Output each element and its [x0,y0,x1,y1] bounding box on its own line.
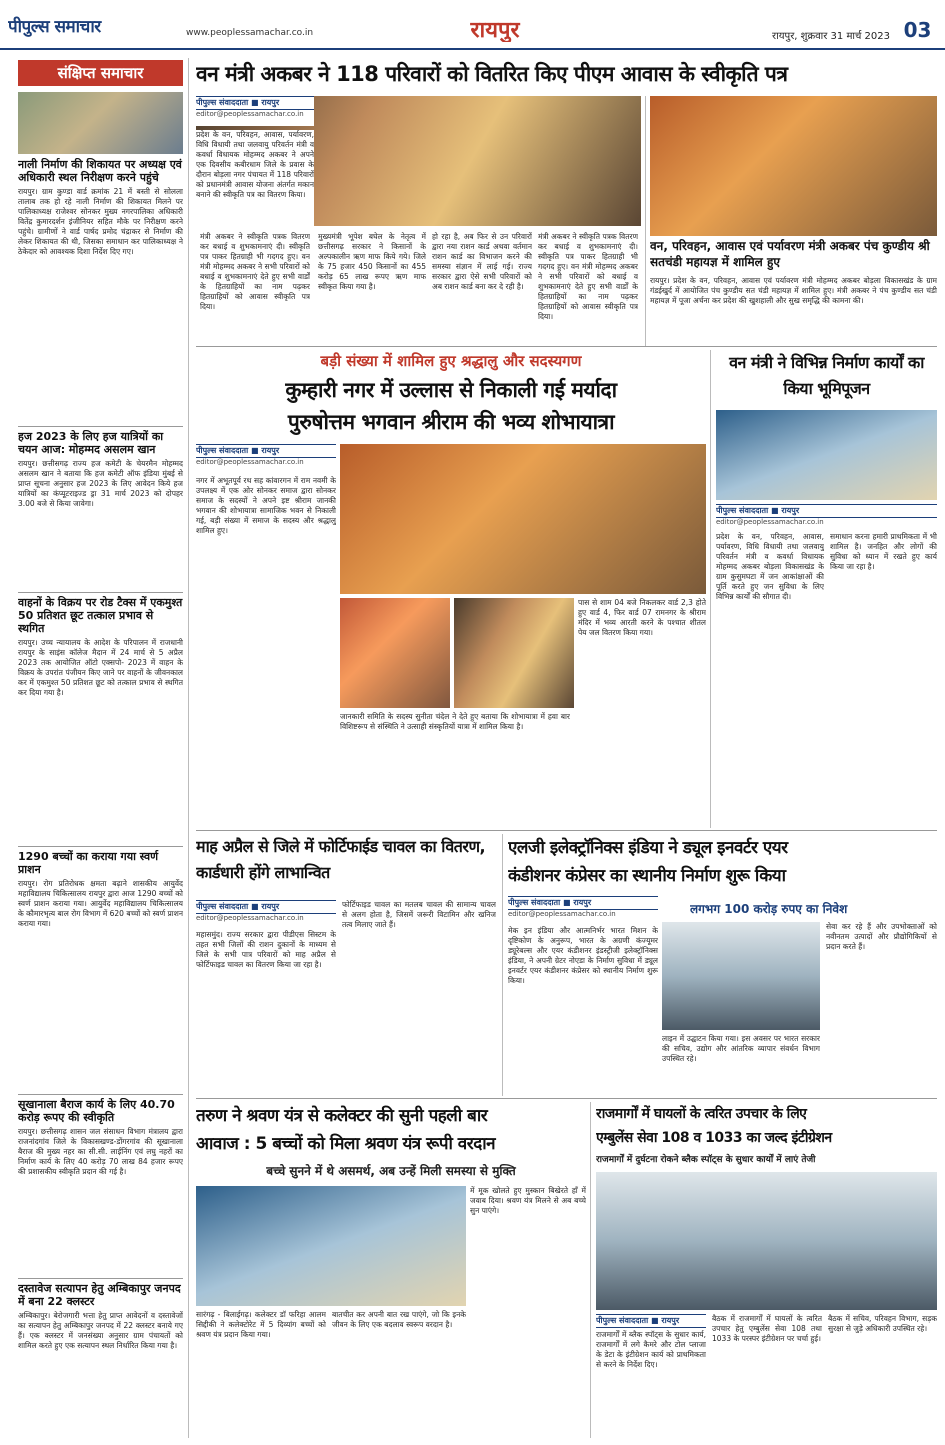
rice-body: महासमुंद। राज्य सरकार द्वारा पीडीएस सिस्टम के तहत सभी जिलों की राशन दुकानों के माध्यम से जिले के सभी पात्र परिवारों को माह अप्रैल से फोर्टिफाइड चावल का वितरण किया जा रहा है। [196,930,336,969]
ambulance-kicker: राजमार्गों में दुर्घटना रोकने ब्लैक स्पॉट्स के सुधार कार्यों में लाएं तेजी [596,1155,816,1165]
brief-headline: दस्तावेज सत्यापन हेतु अम्बिकापुर जनपद में बना 22 क्लस्टर [18,1282,181,1308]
brief-headline: सूखानाला बैराज कार्य के लिए 40.70 करोड़ रूपए की स्वीकृति [18,1098,175,1124]
hearing-body-3: में मूक खोलते हुए मुस्कान बिखेरते हाँ में जवाब दिया। श्रवण यंत्र मिलने से अब बच्चे सुन पाएंगे। [470,1186,586,1215]
website-url[interactable]: www.peoplessamachar.co.in [186,28,314,38]
brief-item [18,430,183,590]
lg-body: मेक इन इंडिया और आत्मनिर्भर भारत मिशन के दृष्टिकोण के अनुरूप, भारत के अग्रणी कंज्यूमर ड्यूरेबल्स और एयर कंडीशनर इंडस्ट्रीजी इलेक्ट्रॉनिक्स इंडिया, ने अपनी ग्रेटर नोएडा के निर्माण सुविधा में ड्यूल इनवर्टर एयर कंडीशनर कंप्रेसर को स्थानीय निर्माण शुरू किया। [508,926,658,985]
hearing-headline-1: तरुण ने श्रवण यंत्र से कलेक्टर की सुनी पहली बार [196,1106,488,1126]
dateline: रायपुर, शुक्रवार 31 मार्च 2023 [772,31,890,42]
lg-kicker: लगभग 100 करोड़ रुपए का निवेश [690,902,848,916]
lead-body-col5: मंत्री अकबर ने स्वीकृति पत्रक वितरण कर बधाई व शुभकामनाएं दी। स्वीकृति पत्र पाकर हितग्राही भी गदगद हुए। वन मंत्री मोहम्मद अकबर ने सभी परिवारों को बधाई व शुभकामनाएं देते हुए सभी वार्डों के हितग्राहियों का नाम पढ़कर हितग्राहियों को आवास स्वीकृति पत्र दिया। [538,232,638,321]
bhoomipujan-byline-box [716,504,937,528]
procession-body: नगर में अभूतपूर्व रथ सह कांवारगन में राम नवमी के उपलक्ष्य में एक ओर सोनकर समाज द्वारा सोनकर समाज के सदस्यों ने अपने इष्ट श्रीराम जानकी भगवान की शोभायात्रा सामाजिक भवन से निकाली गई, बड़ी संख्या में समाज के सदस्य और श्रद्धालु शामिल हुए। [196,476,336,535]
divider [18,846,183,847]
ambulance-byline-box [596,1314,706,1328]
hearing-kicker: बच्चे सुनने में थे असमर्थ, अब उन्हें मिली समस्या से मुक्ति [266,1164,516,1178]
divider [18,592,183,593]
brief-body: अम्बिकापुर। बेरोजगारी भत्ता हेतु प्राप्त आवेदनों व दस्तावेजों का सत्यापन हेतु अम्बिकापुर जनपद में 22 क्लस्टर बनाये गए हैं। एक क्लस्टर में जनसंख्या अनुसार ग्राम पंचायतों को शामिल करते हुए एक सत्यापन स्थल निर्धारित किया गया है। [18,1311,183,1350]
procession-photo-main [340,444,706,594]
procession-body-2: जानकारी समिति के सदस्य सुनीता चंदेल ने देते हुए बताया कि शोभायात्रा में हवा बार विशिष्टरूप से संस्थिति ने उत्साही संस्कृतियों यात्रा में शामिल किया है। [340,712,570,731]
brief-item [18,596,183,841]
lg-headline-2: कंडीशनर कंप्रेसर का स्थानीय निर्माण शुरू किया [508,866,786,886]
lead-body-col3: मुख्यमंत्री भूपेश बघेल के नेतृत्व में छत्तीसगढ़ सरकार ने किसानों के अल्पकालीन ऋण माफ किये गये। जिले के 75 हजार 450 किसानों का 455 करोड़ 65 लाख रूपए ऋण माफ स्वीकृत किया गया है। [318,232,426,291]
yagna-body: रायपुर। प्रदेश के वन, परिवहन, आवास एवं पर्यावरण मंत्री मोहम्मद अकबर बोड़ला विकासखंड के ग्राम गंडईखुर्द में आयोजित पंच कुण्डीय सत चंडी महायज्ञ में शामिल हुए। मंत्री अकबर ने पंच कुण्डीय सत चंडी महायज्ञ में पूजा अर्चना कर प्रदेश की खुशहाली और सुख समृद्धि की कामना की। [650,276,937,305]
email: editor@peoplessamachar.co.in [196,914,304,922]
column-divider [710,350,711,828]
brief-photo [18,92,183,154]
hearing-body-2: बातचीत कर अपनी बात रख पाएंगे, जो कि इनके जीवन के लिए एक बदलाव स्वरूप वरदान है। [332,1310,466,1329]
bhoomipujan-headline: वन मंत्री ने विभिन्न निर्माण कार्यों का किया भूमिपूजन [729,353,924,398]
brief-news-header: संक्षिप्त समाचार [18,60,183,86]
brief-body: रायपुर। छत्तीसगढ़ शासन जल संसाधन विभाग मंत्रालय द्वारा राजनांदगांव जिले के विकासखण्ड-डोंगरगांव की सूखानाला बैराज की मुख्य नहर का सी.सी. लाईनिंग एवं लघु नहरों का निर्माण कार्य के लिए 40 करोड़ 70 लाख 84 हजार रूपए की प्रशासकीय स्वीकृति प्रदान की गई है। [18,1127,183,1176]
email: editor@peoplessamachar.co.in [196,110,304,118]
hearing-photo [196,1186,466,1306]
rice-byline-box [196,900,336,926]
caption-text: वन, परिवहन, आवास एवं पर्यावरण मंत्री अकबर पंच कुण्डीय श्री सतचंडी महायज्ञ में शामिल हुए [650,239,930,269]
brief-body: रायपुर। रोग प्रतिरोधक क्षमता बढ़ाने शासकीय आयुर्वेद महाविद्यालय चिकित्सालय रायपुर द्वारा आज 1290 बच्चों को स्वर्ण प्राशन कराया गया। आयुर्वेद महाविद्यालय चिकित्सालय के कौमारभृत्य बाल रोग विभाग में 620 बच्चों को स्वर्ण प्राशन कराया गया। [18,879,183,928]
procession-photo-crowd [454,598,574,708]
procession-headline-1: कुम्हारी नगर में उल्लास से निकाली गई मर्यादा [285,378,617,402]
brief-item [18,1098,183,1273]
page-number: 03 [903,18,932,42]
procession-body-3: पास से शाम 04 बजे निकलकर वार्ड 2,3 होते हुए वार्ड 4, फिर वार्ड 07 रामनगर के श्रीराम मंदिर में भव्य आरती करने के पश्चात शीतल पेय जल वितरण किया गया। [578,598,706,637]
divider [196,1098,937,1099]
ambulance-body-3: बैठक में सचिव, परिवहन विभाग, सड़क सुरक्षा से जुड़े अधिकारी उपस्थित रहे। [828,1314,937,1333]
ambulance-photo [596,1172,937,1310]
divider [18,426,183,427]
procession-kicker: बड़ी संख्या में शामिल हुए श्रद्धालु और सदस्यगण [320,352,582,370]
hearing-body: सारंगढ़ - बिलाईगढ़। कलेक्टर डॉ फरिहा आलम सिद्दीकी ने कलेक्टोरेट में 5 दिव्यांग बच्चों को श्रवण यंत्र प्रदान किया गया। [196,1310,326,1339]
ambulance-headline-2: एम्बुलेंस सेवा 108 व 1033 का जल्द इंटीग्रेशन [596,1130,832,1146]
lead-body-col2: मंत्री अकबर ने स्वीकृति पत्रक वितरण कर बधाई व शुभकामनाएं दी। स्वीकृति पत्र पाकर हितग्राही भी गदगद हुए। वन मंत्री मोहम्मद अकबर ने सभी परिवारों को बधाई व शुभकामनाएं देते हुए सभी वार्डों के हितग्राहियों का नाम पढ़कर हितग्राहियों को आवास स्वीकृति पत्र दिया। [200,232,310,311]
rice-headline: माह अप्रैल से जिले में फोर्टिफाईड चावल का वितरण, कार्डधारी होंगे लाभान्वित [196,837,486,882]
brief-headline: वाहनों के विक्रय पर रोड टैक्स में एकमुश्त 50 प्रतिशत छूट तत्काल प्रभाव से स्थगित [18,596,183,635]
procession-photo-small [340,598,450,708]
yagna-photo [650,96,937,236]
ambulance-body-2: बैठक में राजमार्गों में घायलों के त्वरित उपचार हेतु एम्बुलेंस सेवा 108 तथा 1033 के परस्पर इंटीग्रेशन पर चर्चा हुई। [712,1314,822,1343]
procession-headline-2: पुरुषोत्तम भगवान श्रीराम की भव्य शोभायात्रा [287,410,615,434]
brief-headline: हज 2023 के लिए हज यात्रियों का चयन आज: मोहम्मद असलम खान [18,430,164,456]
brief-item [18,1282,183,1437]
bhoomipujan-body-2: समाधान करना हमारी प्राथमिकता में भी शामिल है। जनहित और लोगों की सुविधा को ध्यान में रखते हुए कार्य किया जा रहा है। [830,532,937,571]
lg-headline-1: एलजी इलेक्ट्रॉनिक्स इंडिया ने ड्यूल इनवर्टर एयर [508,838,788,858]
lg-body-3: सेवा कर रहे हैं और उपभोक्ताओं को नवीनतम उत्पादों और प्रौद्योगिकियों से प्रदान करते हैं। [826,922,937,951]
byline: पीपुल्स संवाददाता ■ रायपुर [596,1314,706,1328]
column-divider [590,1102,591,1438]
byline: पीपुल्स संवाददाता ■ रायपुर [196,444,336,458]
brief-item [18,158,183,423]
email: editor@peoplessamachar.co.in [508,910,616,918]
masthead [0,0,945,50]
byline: पीपुल्स संवाददाता ■ रायपुर [196,900,336,914]
procession-byline-box [196,444,336,472]
lead-body-col4: हो रहा है, अब फिर से उन परिवारों द्वारा नया राशन कार्ड अथवा वर्तमान राशन कार्ड का विभाजन करने की समस्या संज्ञान में लाई गई। राज्य सरकार द्वारा ऐसे सभी परिवारों को अब राशन कार्ड बना कर दे रही है। [432,232,532,291]
lg-body-2: लाइन में उद्घाटन किया गया। इस अवसर पर भारत सरकार की सचिव, उद्योग और आंतरिक व्यापार संवर्धन विभाग उपस्थित रहे। [662,1034,820,1063]
byline: पीपुल्स संवाददाता ■ रायपुर [196,96,314,110]
column-divider [645,96,646,346]
newspaper-logo: पीपुल्स समाचार [8,17,101,37]
byline: पीपुल्स संवाददाता ■ रायपुर [508,896,658,910]
yagna-caption [650,238,937,274]
lg-photo [662,922,820,1030]
divider [18,1094,183,1095]
column-divider [502,834,503,1096]
divider [18,1278,183,1279]
lead-body-col1: प्रदेश के वन, परिवहन, आवास, पर्यावरण, विधि विधायी तथा जलवायु परिवर्तन मंत्री व कवर्धा विधायक मोहम्मद अकबर ने अपने एक दिवसीय कबीरधाम जिले के प्रवास के दौरान बोड़ला नगर पंचायत में 118 परिवारों को प्रधानमंत्री आवास योजना अंतर्गत मकान बनाने की स्वीकृति पत्र का वितरण किया। [196,130,314,240]
ambulance-headline-1: राजमार्गों में घायलों के त्वरित उपचार के लिए [596,1106,807,1122]
hearing-headline-2: आवाज : 5 बच्चों को मिला श्रवण यंत्र रूपी वरदान [196,1134,496,1154]
brief-headline: 1290 बच्चों का कराया गया स्वर्ण प्राशन [18,850,159,876]
email: editor@peoplessamachar.co.in [716,518,824,526]
column-divider [188,58,189,1438]
lead-headline: वन मंत्री अकबर ने 118 परिवारों को वितरित किए पीएम आवास के स्वीकृति पत्र [196,62,788,86]
brief-body: रायपुर। छत्तीसगढ़ राज्य हज कमेटी के चेयरमैन मोहम्मद असलम खान ने बताया कि हज कमेटी ऑफ इंडिया मुंबई से प्राप्त सूचना अनुसार हज 2023 के लिए आवेदन किये हज यात्रियों का कंप्यूटराइज्ड ड्रा 31 मार्च 2023 को दोपहर 3.00 बजे से किया जावेगा। [18,459,183,508]
divider [196,346,937,347]
bhoomipujan-photo [716,410,937,500]
rice-body-2: फोर्टिफाइड चावल का मतलब चावल की सामान्य चावल से अलग होता है, जिसमें जरूरी विटामिन और खनिज तत्व मिलाए जाते हैं। [342,900,496,929]
lead-byline-box [196,96,314,126]
brief-body: रायपुर। उच्च न्यायालय के आदेश के परिपालन में राजधानी रायपुर के साइंस कॉलेज मैदान में 24 मार्च से 5 अप्रैल 2023 तक आयोजित ऑटो एक्सपो- 2023 में वाहन के विक्रय के उपरांत पंजीयन किए जाने पर वाहनों के जीवनकाल कर में एकमुश्त 50 प्रतिशत छूट को तत्काल प्रभाव से स्थगित कर दिया गया है। [18,638,183,697]
bhoomipujan-body: प्रदेश के वन, परिवहन, आवास, पर्यावरण, विधि विधायी तथा जलवायु परिवर्तन मंत्री व कवर्धा विधायक मोहम्मद अकबर बोड़ला विकासखंड के ग्राम कुसुमघटा में जन आकांक्षाओं की पूर्ति करते हुए जन सुविधा के लिए विभिन्न कार्यों की सौगात दी। [716,532,824,601]
edition-city: रायपुर [470,18,520,42]
brief-headline: नाली निर्माण की शिकायत पर अध्यक्ष एवं अधिकारी स्थल निरीक्षण करने पहुंचे [18,158,182,184]
brief-item [18,850,183,1090]
lg-byline-box [508,896,658,922]
email: editor@peoplessamachar.co.in [196,458,304,466]
brief-body: रायपुर। ग्राम कुण्डा वार्ड क्रमांक 21 में बस्ती से सोलला तालाब तक हो रहे नाली निर्माण की शिकायत मिलने पर पालिकाध्यक्ष राजेश्वर सोनकर मुख्य नगरपालिका अधिकारी वितेंद्र कुमारदर्शन इंजीनियर सहित मौके पर निरीक्षण करने पहुंचे। ग्रामीणों ने वार्ड पार्षद प्रमोद चंद्राकर से निर्माण की लेकर शिकायत की थी, जिसका समाधान कर पालिकाध्यक्ष ने ठेकेदार को आवश्यक दिशा निर्देश दिए गए। [18,187,183,256]
divider [196,830,937,831]
ambulance-body: राजमार्गों में ब्लैक स्पॉट्स के सुधार कार्य, राजमार्गों में लगे कैमरे और टोल प्लाजा के डेटा के इंटीग्रेशन कार्य को प्राथमिकता से करने के निर्देश दिए। [596,1330,706,1369]
byline: पीपुल्स संवाददाता ■ रायपुर [716,504,937,518]
